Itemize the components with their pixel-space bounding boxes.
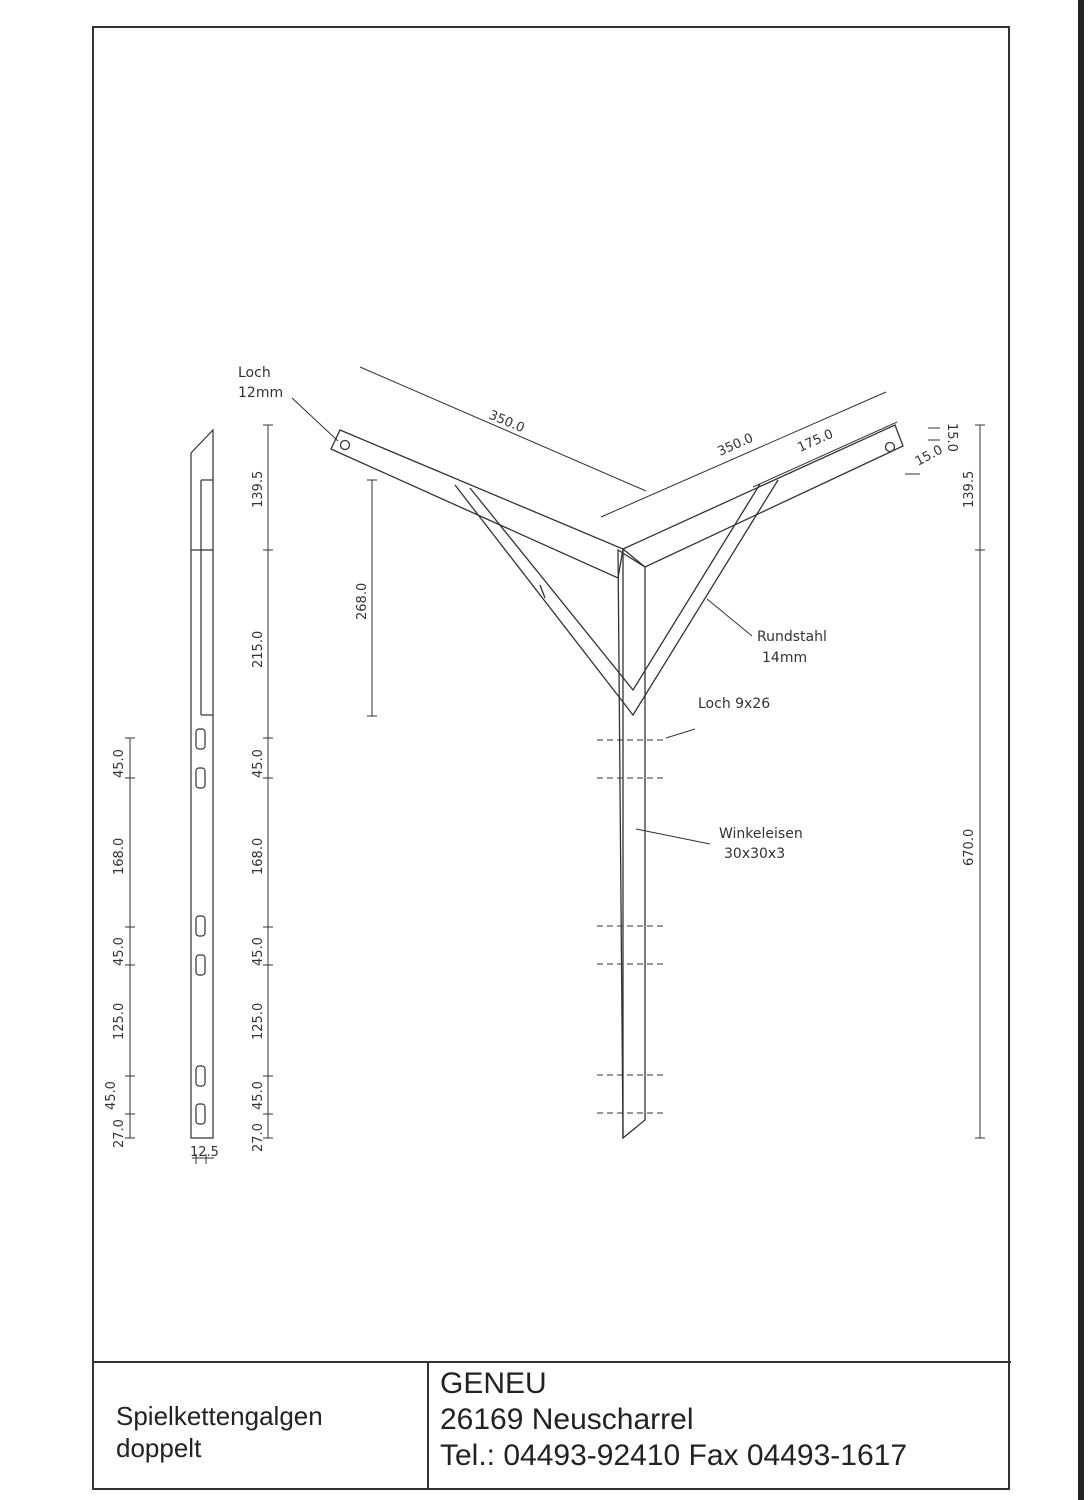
- front-view: [331, 425, 903, 1138]
- company-contact: Tel.: 04493-92410 Fax 04493-1617: [440, 1439, 908, 1472]
- label-loch-9x26: Loch 9x26: [698, 696, 771, 712]
- company-address: 26169 Neuscharrel: [440, 1403, 694, 1436]
- brace-rod: [455, 480, 778, 715]
- brace-rod-inner: [470, 484, 760, 690]
- dim-brace-268: 268.0: [355, 582, 370, 620]
- arm-dimensions: [360, 367, 985, 1138]
- dim-arm-right-350: 350.0: [715, 430, 756, 460]
- dim-mid-215: 215.0: [251, 630, 266, 668]
- dim-left-27: 27.0: [112, 1119, 127, 1148]
- dim-mid-168: 168.0: [251, 837, 266, 875]
- hole-left: [341, 441, 350, 450]
- label-loch-12-line1: Loch: [238, 365, 271, 381]
- dim-arm-left-350: 350.0: [486, 407, 527, 437]
- dim-mid-45-b: 45.0: [251, 937, 266, 966]
- post-outline: [191, 430, 213, 1138]
- dim-width-12-5: 12.5: [190, 1145, 219, 1160]
- left-arm: [331, 430, 623, 578]
- label-winkeleisen-line1: Winkeleisen: [719, 826, 803, 842]
- dim-mid-27: 27.0: [251, 1123, 266, 1152]
- slot-markers: [597, 740, 666, 1113]
- company-name: GENEU: [440, 1367, 547, 1400]
- slot-hole: [196, 916, 205, 936]
- dim-left-125: 125.0: [112, 1002, 127, 1040]
- slot-hole: [196, 1104, 205, 1124]
- dim-edge-15-b: 15.0: [912, 442, 946, 470]
- label-rundstahl-line1: Rundstahl: [757, 629, 827, 645]
- title-block-title: [116, 1400, 416, 1464]
- label-rundstahl-line2: 14mm: [762, 650, 808, 666]
- dim-arm-right-175: 175.0: [795, 426, 836, 456]
- dim-mid-45-c: 45.0: [251, 1081, 266, 1110]
- dim-left-168: 168.0: [112, 837, 127, 875]
- slot-hole: [196, 955, 205, 975]
- title-block-company: [440, 1366, 1000, 1474]
- slot-hole: [196, 1066, 205, 1086]
- drawing-frame: [93, 27, 1009, 1489]
- vertical-post: [618, 550, 645, 1138]
- dim-left-45-c: 45.0: [104, 1081, 119, 1110]
- label-loch-12-line2: 12mm: [238, 385, 284, 401]
- vertical-scrollbar[interactable]: [1078, 0, 1084, 1500]
- dim-edge-15-a: 15.0: [944, 423, 959, 452]
- dim-mid-45-a: 45.0: [251, 749, 266, 778]
- label-winkeleisen-line2: 30x30x3: [724, 846, 786, 862]
- dim-right-139-5: 139.5: [962, 470, 977, 508]
- label-leaders: [292, 398, 752, 844]
- dim-mid-139-5: 139.5: [251, 470, 266, 508]
- dim-left-45-b: 45.0: [112, 937, 127, 966]
- hole-right: [886, 443, 895, 452]
- drawing-title: Spielkettengalgen: [116, 1401, 323, 1431]
- left-side-profile: [191, 430, 213, 1138]
- slot-hole: [196, 729, 205, 749]
- drawing-subtitle: doppelt: [116, 1433, 202, 1463]
- slot-hole: [196, 768, 205, 788]
- dim-left-45-a: 45.0: [112, 749, 127, 778]
- dim-mid-125: 125.0: [251, 1002, 266, 1040]
- dim-total-670: 670.0: [962, 828, 977, 866]
